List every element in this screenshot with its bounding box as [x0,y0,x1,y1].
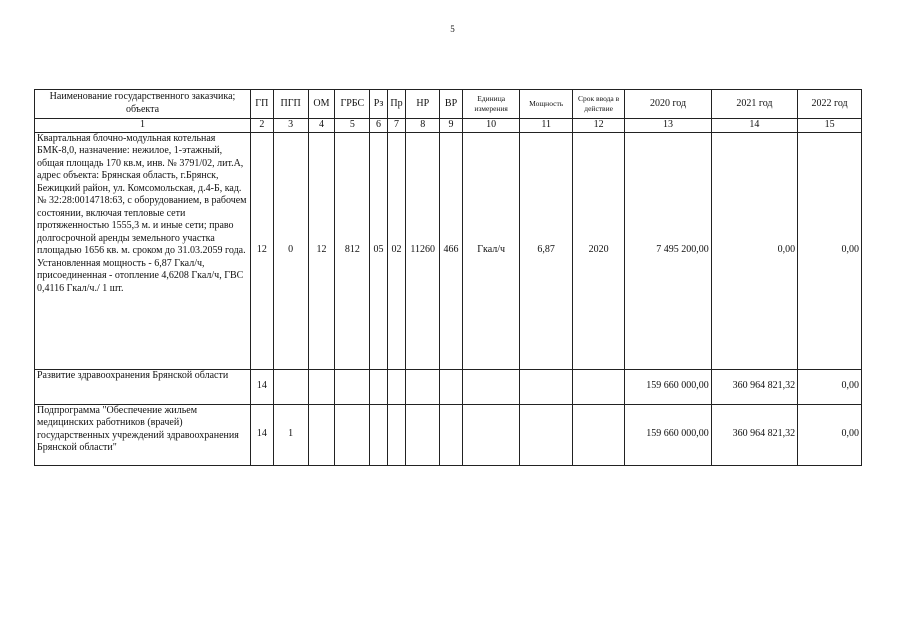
amount-cell: 0,00 [798,132,862,369]
table-cell: 05 [370,132,387,369]
column-number: 6 [370,119,387,133]
table-cell: Гкал/ч [462,132,520,369]
table-cell [308,404,335,465]
column-number: 4 [308,119,335,133]
page-number: 5 [450,24,455,34]
column-header: Рз [370,90,387,119]
table-cell [273,369,308,404]
column-number: 15 [798,119,862,133]
table-cell: 12 [251,132,274,369]
table-cell [406,369,440,404]
column-number-row [35,119,862,133]
column-number: 10 [462,119,520,133]
column-header: ВР [440,90,463,119]
column-number: 14 [711,119,797,133]
column-header: Мощность [520,90,572,119]
amount-cell: 360 964 821,32 [711,404,797,465]
column-number: 9 [440,119,463,133]
table-cell: 2020 [572,132,624,369]
column-header: Единица измерения [462,90,520,119]
column-number: 13 [625,119,711,133]
table-cell: 6,87 [520,132,572,369]
amount-cell: 360 964 821,32 [711,369,797,404]
table-header-row [35,90,862,119]
table-cell [440,404,463,465]
column-number: 3 [273,119,308,133]
table-cell [462,404,520,465]
table-cell: 466 [440,132,463,369]
table-cell [406,404,440,465]
amount-cell: 159 660 000,00 [625,369,711,404]
table-cell [440,369,463,404]
table-row [35,369,862,404]
table-cell: 812 [335,132,370,369]
amount-cell: 159 660 000,00 [625,404,711,465]
table-cell: 1 [273,404,308,465]
table-cell [335,404,370,465]
object-name-cell: Подпрограмма "Обеспечение жильем медицинских работников (врачей) государственных учреждений здравоохранения Брянской области" [35,404,251,465]
table-row [35,404,862,465]
table-cell [335,369,370,404]
column-number: 11 [520,119,572,133]
object-name-cell: Развитие здравоохранения Брянской области [35,369,251,404]
column-header: ПГП [273,90,308,119]
table-cell: 02 [387,132,406,369]
table-cell [462,369,520,404]
budget-table [34,89,862,466]
object-name-cell: Квартальная блочно-модульная котельная БМК-8,0, назначение: нежилое, 1-этажный, общая площадь 170 кв.м, инв. № 3791/02, лит.А, адрес объекта: Брянская область, г.Брянск, Бежицкий район, ул. Комсомольская, д.4-Б, кад. № 32:28:0014718:63, с оборудованием, в рабочем состоянии, включая тепловые сети протяженностью 1555,3 м. и иные сети; право долгосрочной аренды земельного участка площадью 1656 кв. м. сроком до 31.03.2059 года. Установленная мощность - 6,87 Гкал/ч, присоединенная - отопление 4,6208 Гкал/ч, ГВС 0,4116 Гкал/ч./ 1 шт. [35,132,251,369]
column-header: НР [406,90,440,119]
table-cell [370,369,387,404]
table-cell: 14 [251,404,274,465]
column-header: 2021 год [711,90,797,119]
amount-cell: 0,00 [798,369,862,404]
table-cell [520,404,572,465]
table-cell: 11260 [406,132,440,369]
table-cell: 0 [273,132,308,369]
column-header: Пр [387,90,406,119]
column-header: ОМ [308,90,335,119]
amount-cell: 0,00 [711,132,797,369]
table-cell [520,369,572,404]
table-cell: 14 [251,369,274,404]
column-header: ГРБС [335,90,370,119]
column-number: 7 [387,119,406,133]
table-cell [572,404,624,465]
table-cell [572,369,624,404]
table-cell [387,369,406,404]
column-header: ГП [251,90,274,119]
table-row [35,132,862,369]
column-header: Наименование государственного заказчика; объекта [35,90,251,119]
amount-cell: 7 495 200,00 [625,132,711,369]
column-number: 1 [35,119,251,133]
column-header: 2020 год [625,90,711,119]
column-header: Срок ввода в действие [572,90,624,119]
table-cell: 12 [308,132,335,369]
amount-cell: 0,00 [798,404,862,465]
column-number: 2 [251,119,274,133]
column-number: 5 [335,119,370,133]
column-number: 8 [406,119,440,133]
column-number: 12 [572,119,624,133]
column-header: 2022 год [798,90,862,119]
table-cell [370,404,387,465]
table-cell [387,404,406,465]
table-cell [308,369,335,404]
